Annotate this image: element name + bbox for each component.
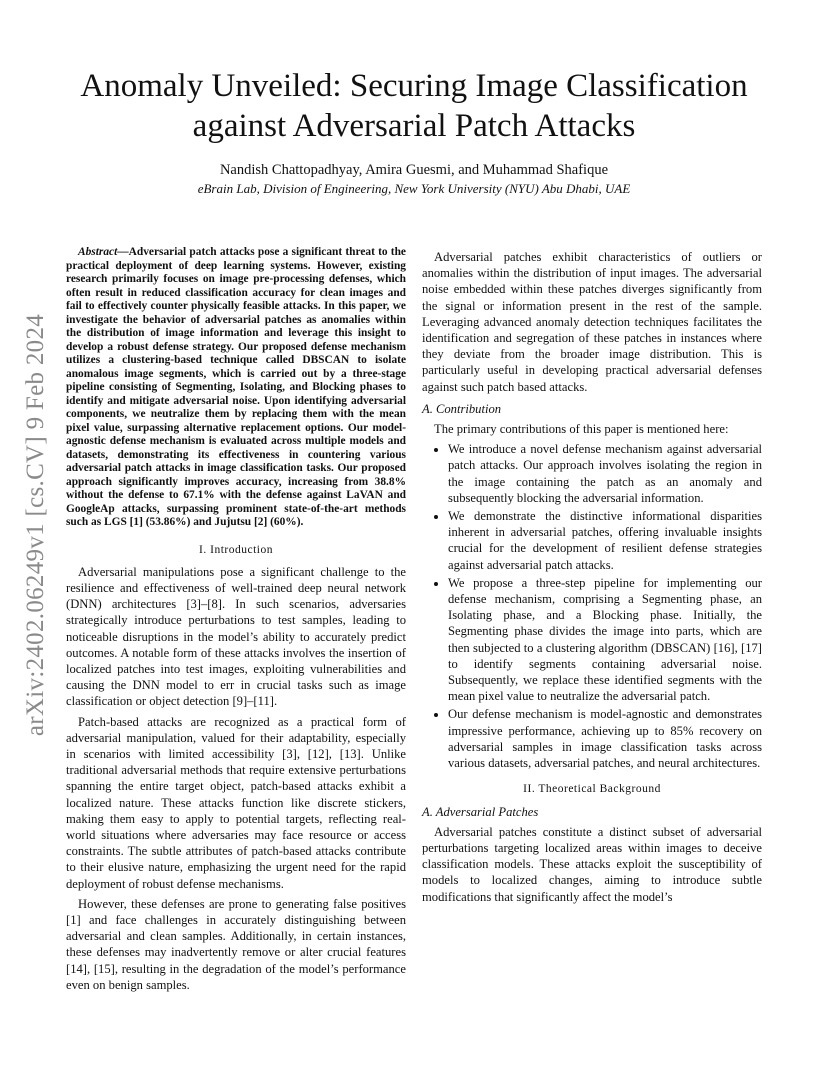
- intro-paragraph-1: Adversarial manipulations pose a significant challenge to the resilience and effectiveness of well-trained deep neural network (DNN) architectures [3]–[8]. In such scenarios, adversaries strategically introduce perturbations to test samples, leading to noticeable disruptions in the model’s ability to accurately predict outcomes. A notable form of these attacks involves the insertion of localized patches into test images, exploiting vulnerabilities and causing the DNN model to err in crucial tasks such as image classification or object detection [9]–[11].: [66, 564, 406, 709]
- list-item: • We propose a three-step pipeline for implementing our defense mechanism, comprising a Segmenting phase, an Isolating phase, and a Blocking phase. Initially, the Segmenting phase divides the image into parts, which are then subjected to a clustering algorithm (DBSCAN) [16], [17] to identify segments containing adversarial noise. Subsequently, we replace these identified segments with the mean pixel value to neutralize the adversarial patch.: [448, 575, 762, 705]
- affiliation: eBrain Lab, Division of Engineering, New York University (NYU) Abu Dhabi, UAE: [197, 181, 631, 196]
- list-item: • We introduce a novel defense mechanism against adversarial patch attacks. Our approach involves isolating the region in the image containing the patch as an anomaly and subsequently blocking the adversarial information.: [448, 441, 762, 506]
- list-item: • We demonstrate the distinctive informational disparities inherent in adversarial patches, offering invaluable insights crucial for the development of resilient defense strategies against adversarial patch attacks.: [448, 508, 762, 573]
- abstract: [66, 246, 406, 530]
- intro-paragraph-2: Patch-based attacks are recognized as a practical form of adversarial manipulation, valued for their adaptability, especially in scenarios with limited accessibility [3], [12], [13]. Unlike traditional adversarial methods that require extensive perturbations spanning the entire target object, patch-based attacks exhibit a localized nature. These attacks function like discrete stickers, making them easy to apply to potential targets, reflecting real-world situations where adversaries may face resource or access constraints. The subtle attributes of patch-based attacks contribute to their elusive nature, emphasizing the urgent need for the rapid deployment of robust defense mechanisms.: [66, 714, 406, 891]
- author-list: Nandish Chattopadhyay, Amira Guesmi, and Muhammad Shafique: [219, 162, 609, 178]
- intro-paragraph-4: Adversarial patches exhibit characteristics of outliers or anomalies within the distribution of input images. The adversarial noise embedded within these patches diverges significantly from the signal or information present in the rest of the sample. Leveraging advanced anomaly detection techniques facilitates the identification and segregation of these patches in instances where they deviate from the broader image distribution. This is particularly useful in developing practical adversarial defenses against such patch based attacks.: [422, 250, 762, 394]
- section-heading-introduction: I. Introduction: [199, 543, 273, 556]
- right-column: [422, 249, 762, 909]
- abstract-text: —Adversarial patch attacks pose a significant threat to the practical deployment of deep learning systems. However, existing research primarily focuses on image pre-processing defenses, which often result in reduced classification accuracy for clean images and fail to effectively counter physically feasible attacks. In this paper, we investigate the behavior of adversarial patches as anomalies within the distribution of image information and leverage this insight to develop a robust defense strategy. Our proposed defense mechanism utilizes a clustering-based technique called DBSCAN to isolate anomalous image segments, which is carried out by a three-stage pipeline consisting of Segmenting, Isolating, and Blocking phases to identify and mitigate adversarial noise. Upon identifying adversarial components, we neutralize them by replacing them with the mean pixel value, surpassing alternative replacement options. Our model-agnostic defense mechanism is evaluated across multiple models and datasets, demonstrating its effectiveness in countering various adversarial patch attacks in image classification tasks. Our proposed approach significantly improves accuracy, increasing from 38.8% without the defense to 67.1% with the defense against LaVAN and GoogleAp attacks, surpassing prominent state-of-the-art methods such as LGS [1] (53.86%) and Jujutsu [2] (60%).: [66, 246, 406, 528]
- subsection-heading-adversarial-patches: A. Adversarial Patches: [422, 804, 539, 819]
- intro-paragraph-3: However, these defenses are prone to generating false positives [1] and face challenges in accurately distinguishing between adversarial and clean samples. Additionally, in certain instances, these defenses may inadvertently remove or alter crucial features [14], [15], resulting in the degradation of the model’s performance even on benign samples.: [66, 896, 406, 992]
- arxiv-sidebar-stamp: [20, 290, 52, 760]
- subsection-heading-contribution: A. Contribution: [422, 401, 502, 416]
- contribution-list: [422, 441, 762, 771]
- contribution-intro: The primary contributions of this paper is mentioned here:: [434, 422, 729, 437]
- patches-paragraph-1: Adversarial patches constitute a distinct subset of adversarial perturbations targeting localized areas within images to deceive classification models. These attacks exploit the susceptibility of models to localized changes, aiming to introduce subtle modifications that significantly affect the model’s: [422, 824, 762, 904]
- abstract-lead: Abstract: [78, 246, 118, 258]
- list-item: • Our defense mechanism is model-agnostic and demonstrates impressive performance, achieving up to 85% recovery on adversarial samples in image classification tasks across various datasets, adversarial patches, and neural architectures.: [448, 706, 762, 771]
- section-heading-background: II. Theoretical Background: [523, 783, 661, 796]
- left-column: [66, 246, 406, 997]
- paper-title: Anomaly Unveiled: Securing Image Classification against Adversarial Patch Attacks: [80, 68, 748, 144]
- arxiv-identifier: arXiv:2402.06249v1 [cs.CV] 9 Feb 2024: [22, 313, 49, 737]
